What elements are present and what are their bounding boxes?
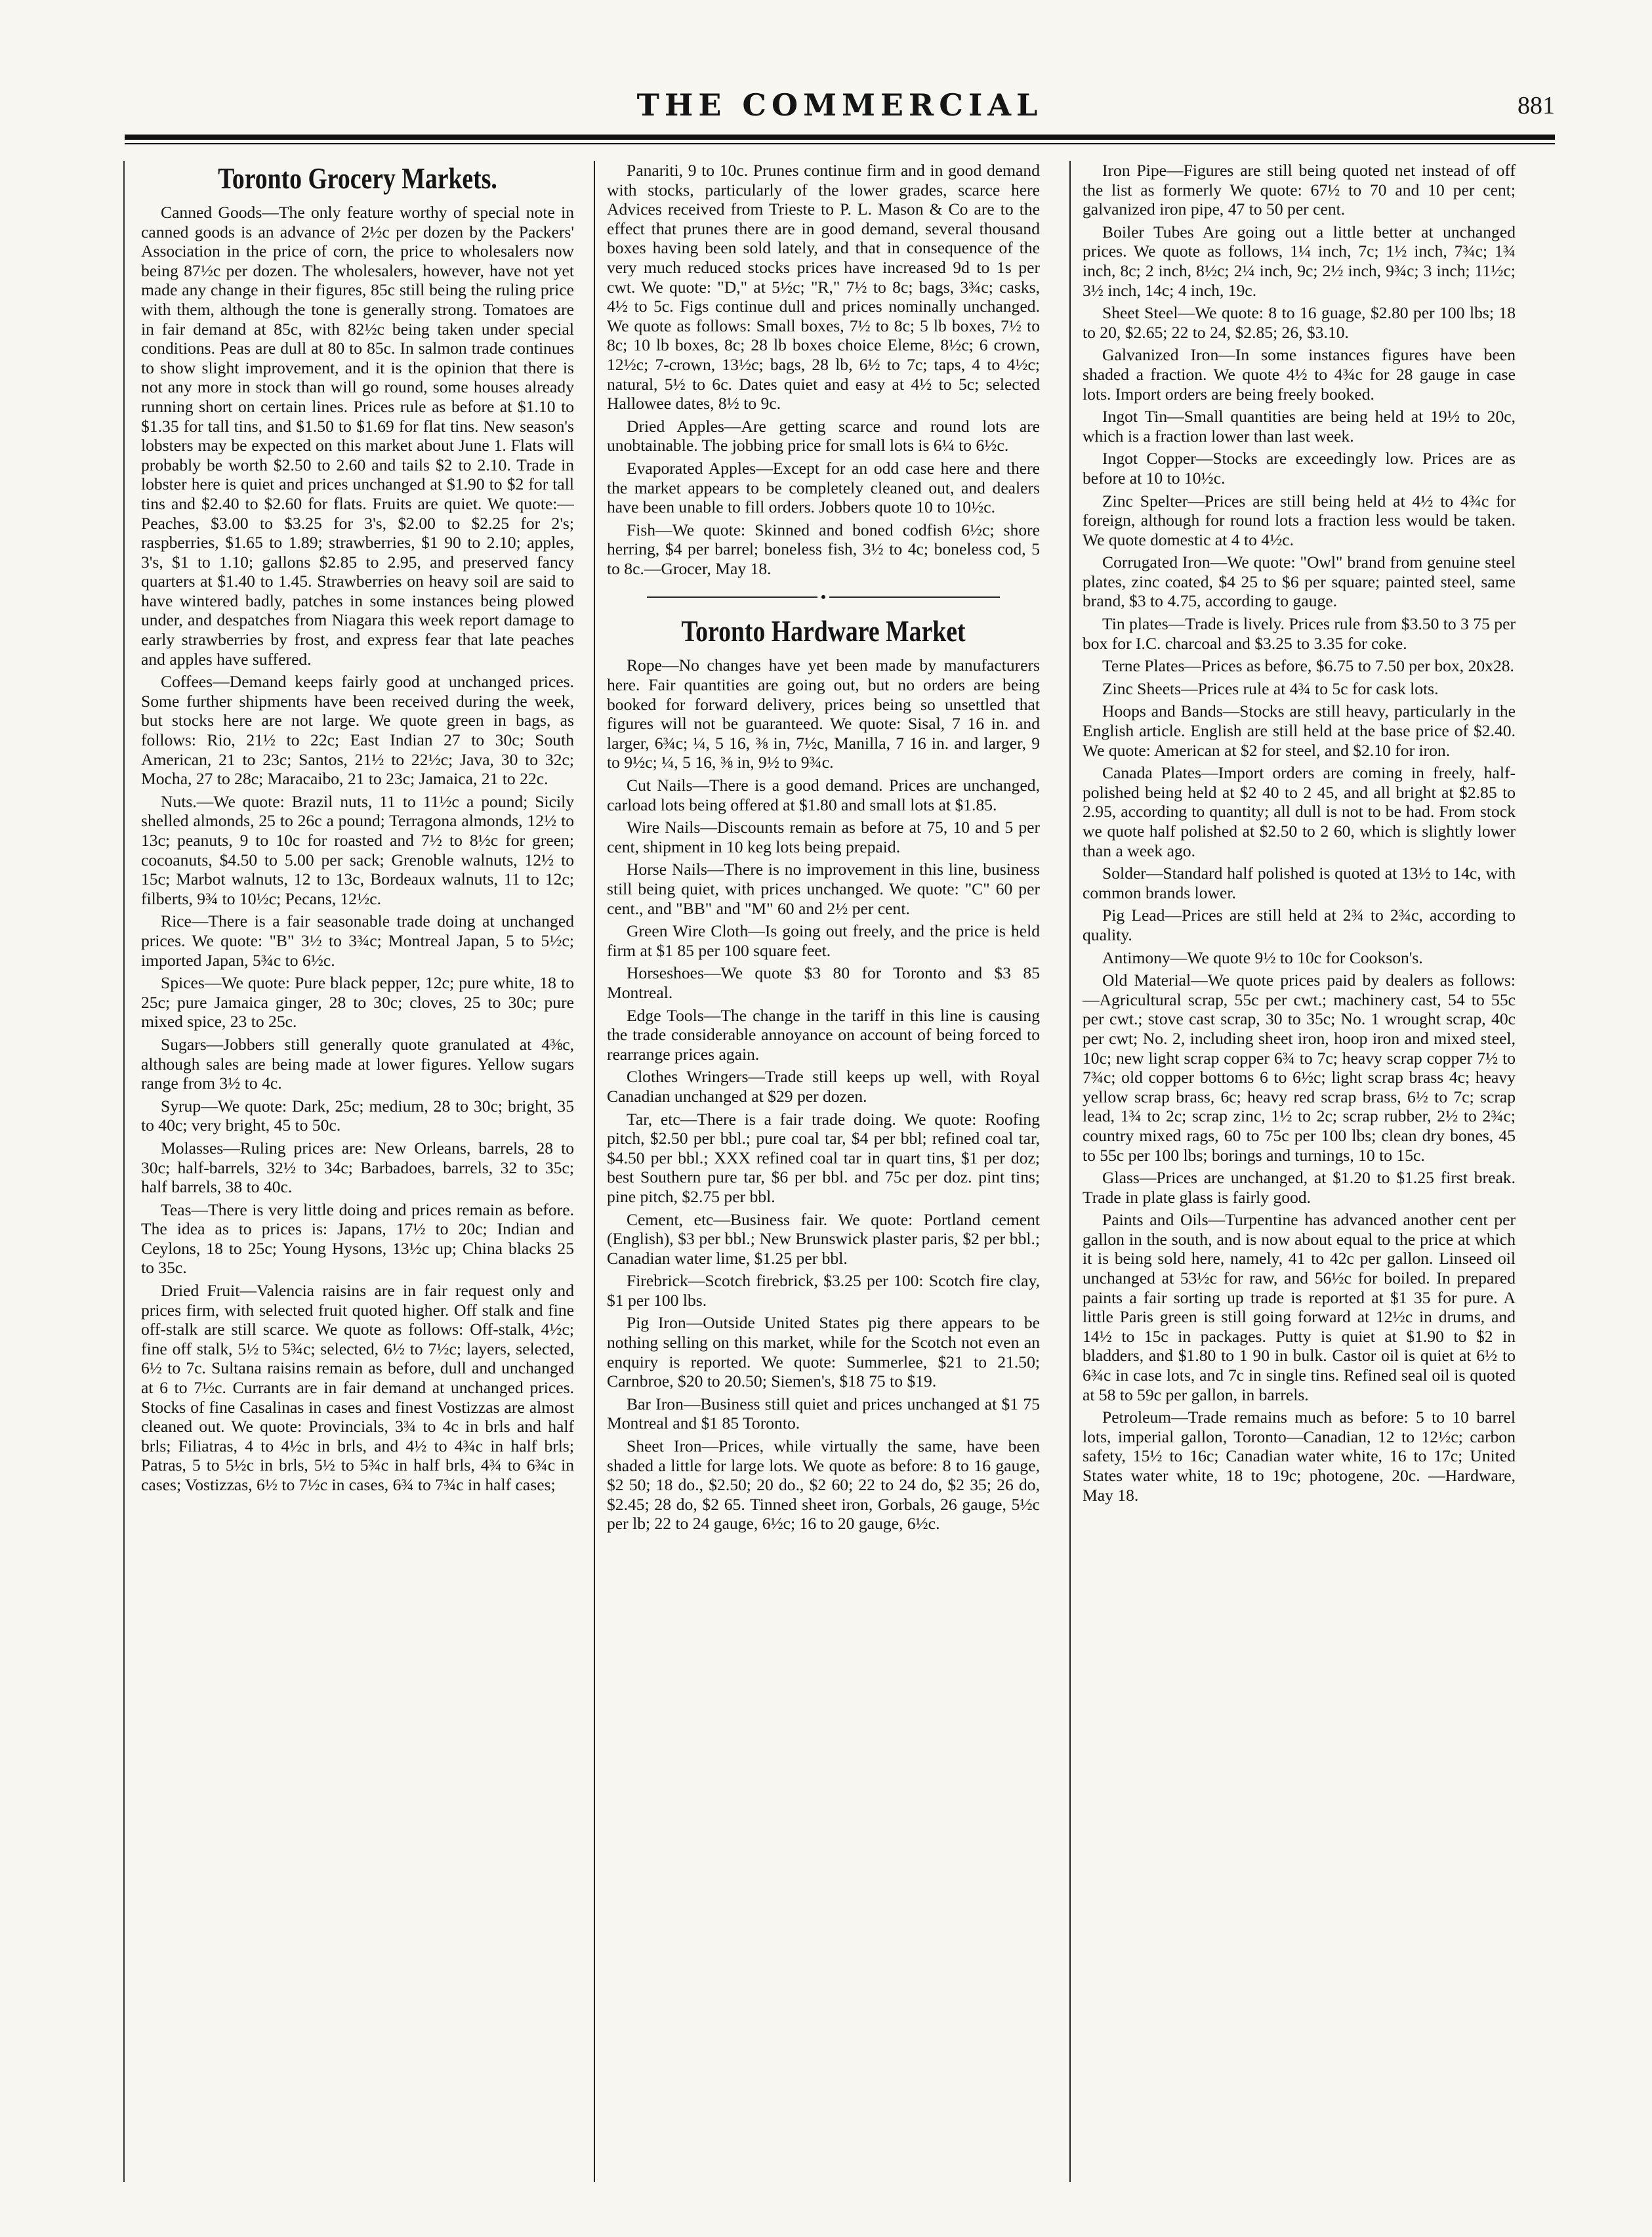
grocery-fish: Fish—We quote: Skinned and boned codfish 6½c; shore herring, $4 per barrel; boneless fish, 3½ to 4c; boneless cod, 5 to 8c.—Grocer, May 18. <box>607 520 1040 578</box>
hardware-clothes-wringers: Clothes Wringers—Trade still keeps up well, with Royal Canadian unchanged at $29 per dozen. <box>607 1067 1040 1106</box>
hardware-title: Toronto Hardware Market <box>681 614 966 648</box>
grocery-syrup: Syrup—We quote: Dark, 25c; medium, 28 to 30c; bright, 35 to 40c; very bright, 45 to 50c. <box>141 1096 574 1135</box>
hardware-petroleum: Petroleum—Trade remains much as before: 5 to 10 barrel lots, imperial gallon, Toronto—Canadian, 12 to 12½c; carbon safety, 15½ to 16c; Canadian water white, 16 to 17c; United States water white, 18 to 19c; photogene, 20c. —Hardware, May 18. <box>1083 1408 1516 1505</box>
hardware-sheet-steel: Sheet Steel—We quote: 8 to 16 guage, $2.80 per 100 lbs; 18 to 20, $2.65; 22 to 24, $2.85; 26, $3.10. <box>1083 303 1516 342</box>
hardware-wire-nails: Wire Nails—Discounts remain as before at 75, 10 and 5 per cent, shipment in 10 keg lots being prepaid. <box>607 818 1040 856</box>
hardware-pig-iron: Pig Iron—Outside United States pig there appears to be nothing selling on this market, while for the Scotch not even an enquiry is reported. We quote: Summerlee, $21 to 21.50; Carnbroe, $20 to 20.50; Siemen's, $18 75 to $19. <box>607 1313 1040 1391</box>
hardware-tin-plates: Tin plates—Trade is lively. Prices rule from $3.50 to 3 75 per box for I.C. charcoal and $3.25 to 3.35 for coke. <box>1083 614 1516 653</box>
column-middle <box>607 161 1040 2182</box>
hardware-canada-plates: Canada Plates—Import orders are coming in freely, half-polished being held at $2 40 to 2 45, and all bright at $2.85 to 2.95, according to quantity; all dull is not to be had. From stock we quote half polished at $2.50 to 2 60, which is slightly lower than a week ago. <box>1083 763 1516 860</box>
hardware-antimony: Antimony—We quote 9½ to 10c for Cookson's. <box>1102 948 1423 967</box>
grocery-nuts: Nuts.—We quote: Brazil nuts, 11 to 11½c a pound; Sicily shelled almonds, 25 to 26c a pound; Terragona almonds, 12½ to 13c; peanuts, 9 to 10c for roasted and 7½ to 8½c for green; cocoanuts, $4.50 to 5.00 per sack; Grenoble walnuts, 12½ to 15c; Marbot walnuts, 12 to 13c, Bordeaux walnuts, 11 to 12c; filberts, 9¾ to 10½c; Pecans, 12½c. <box>141 791 574 908</box>
hardware-zinc-sheets: Zinc Sheets—Prices rule at 4¾ to 5c for cask lots. <box>1102 679 1439 698</box>
grocery-spices: Spices—We quote: Pure black pepper, 12c; pure white, 18 to 25c; pure Jamaica ginger, 28 to 30c; cloves, 25 to 30c; pure mixed spice, 23 to 25c. <box>141 973 574 1032</box>
hardware-bar-iron: Bar Iron—Business still quiet and prices unchanged at $1 75 Montreal and $1 85 Toronto. <box>607 1394 1040 1433</box>
hardware-iron-pipe: Iron Pipe—Figures are still being quoted net instead of off the list as formerly We quote: 67½ to 70 and 10 per cent; galvanized iron pipe, 47 to 50 per cent. <box>1083 161 1516 219</box>
hardware-firebrick: Firebrick—Scotch firebrick, $3.25 per 100: Scotch fire clay, $1 per 100 lbs. <box>607 1271 1040 1310</box>
masthead: THE COMMERCIAL <box>636 87 1043 123</box>
grocery-molasses: Molasses—Ruling prices are: New Orleans, barrels, 28 to 30c; half-barrels, 32½ to 34c; Barbadoes, barrels, 32 to 35c; half barrels, 38 to 40c. <box>141 1138 574 1197</box>
hardware-solder: Solder—Standard half polished is quoted at 13½ to 14c, with common brands lower. <box>1083 864 1516 902</box>
grocery-rice: Rice—There is a fair seasonable trade doing at unchanged prices. We quote: "B" 3½ to 3¾c; Montreal Japan, 5 to 5½c; imported Japan, 5¾c to 6½c. <box>141 911 574 970</box>
section-divider <box>607 590 1040 604</box>
hardware-hoops-bands: Hoops and Bands—Stocks are still heavy, particularly in the English article. English are still held at the base price of $2.40. We quote: American at $2 for steel, and $2.10 for iron. <box>1083 701 1516 760</box>
hardware-ingot-copper: Ingot Copper—Stocks are exceedingly low. Prices are as before at 10 to 10½c. <box>1083 449 1516 488</box>
grocery-dried-apples: Dried Apples—Are getting scarce and round lots are unobtainable. The jobbing price for small lots is 6¼ to 6½c. <box>607 416 1040 455</box>
hardware-boiler-tubes: Boiler Tubes Are going out a little better at unchanged prices. We quote as follows, 1¼ inch, 7c; 1½ inch, 7¾c; 1¾ inch, 8c; 2 inch, 8½c; 2¼ inch, 9c; 2½ inch, 9¾c; 3 inch; 11½c; 3½ inch, 14c; 4 inch, 19c. <box>1083 222 1516 300</box>
column-left <box>141 161 574 2182</box>
hardware-terne-plates: Terne Plates—Prices as before, $6.75 to 7.50 per box, 20x28. <box>1102 656 1514 676</box>
hardware-paints-oils: Paints and Oils—Turpentine has advanced another cent per gallon in the south, and is now about equal to the price at which it is being sold here, namely, 41 to 42c per gallon. Linseed oil unchanged at 53½c for raw, and 56½c for boiled. In prepared paints a fair sorting up trade is reported at $1 35 for pure. A little Paris green is still going forward at 12½c in drums, and 14½ to 15c in packages. Putty is quiet at $1.90 to $2 in bladders, and $1.80 to 1 90 in bulk. Castor oil is quiet at 6½ to 6¾c in case lots, and 7c in single tins. Refined seal oil is quoted at 58 to 59c per gallon, in barrels. <box>1083 1210 1516 1404</box>
hardware-cement: Cement, etc—Business fair. We quote: Portland cement (English), $3 per bbl.; New Brunswick plaster paris, $2 per bbl.; Canadian water lime, $1.25 per bbl. <box>607 1209 1040 1268</box>
header-rule <box>125 135 1555 140</box>
grocery-evaporated-apples: Evaporated Apples—Except for an odd case here and there the market appears to be completely cleaned out, and dealers have been unable to fill orders. Jobbers quote 10 to 10½c. <box>607 458 1040 517</box>
column-rule-2 <box>1069 161 1071 2182</box>
hardware-glass: Glass—Prices are unchanged, at $1.20 to $1.25 first break. Trade in plate glass is fairly good. <box>1083 1168 1516 1207</box>
hardware-sheet-iron: Sheet Iron—Prices, while virtually the same, have been shaded a little for large lots. We quote as before: 8 to 16 gauge, $2 50; 18 do., $2.50; 20 do., $2 60; 22 to 24 do, $2 35; 26 do, $2.45; 28 do, $2 65. Tinned sheet iron, Gorbals, 26 gauge, 5½c per lb; 22 to 24 gauge, 6½c; 16 to 20 gauge, 6½c. <box>607 1436 1040 1534</box>
grocery-coffees: Coffees—Demand keeps fairly good at unchanged prices. Some further shipments have been received during the week, but stocks here are not large. We quote green in bags, as follows: Rio, 21½ to 22c; East Indian 27 to 30c; South American, 21 to 23c; Santos, 21½ to 22½c; Java, 30 to 32c; Mocha, 27 to 28c; Maracaibo, 21 to 23c; Jamaica, 21 to 22c. <box>141 672 574 789</box>
hardware-ingot-tin: Ingot Tin—Small quantities are being held at 19½ to 20c, which is a fraction lower than last week. <box>1083 407 1516 446</box>
hardware-horse-nails: Horse Nails—There is no improvement in this line, business still being quiet, with prices unchanged. We quote: "C" 60 per cent., and "BB" and "M" 60 and 2½ per cent. <box>607 860 1040 918</box>
divider-ornament: • <box>821 589 826 606</box>
hardware-pig-lead: Pig Lead—Prices are still held at 2¾ to 2¾c, according to quality. <box>1083 906 1516 944</box>
grocery-title: Toronto Grocery Markets. <box>218 161 497 195</box>
grocery-sugars: Sugars—Jobbers still generally quote granulated at 4⅜c, although sales are being made at lower figures. Yellow sugars range from 3½ to 4c. <box>141 1034 574 1093</box>
column-right <box>1083 161 1516 2182</box>
column-rule-1 <box>594 161 595 2182</box>
hardware-galvanized-iron: Galvanized Iron—In some instances figures have been shaded a fraction. We quote 4½ to 4¾c for 28 gauge in case lots. Import orders are being freely booked. <box>1083 345 1516 404</box>
hardware-old-material: Old Material—We quote prices paid by dealers as follows: —Agricultural scrap, 55c per cwt.; machinery cast, 54 to 55c per cwt.; stove cast scrap, 30 to 35c; No. 1 wrought scrap, 40c per cwt; No. 2, including sheet iron, hoop iron and mixed steel, 10c; new light scrap copper 6¾ to 7c; heavy scrap copper 7½ to 7¾c; old copper bottoms 6 to 6½c; light scrap brass 4c; heavy yellow scrap brass, 6c; heavy red scrap brass, 6½ to 7c; scrap lead, 1¾ to 2c; scrap zinc, 1½ to 2c; scrap rubber, 2½ to 2¾c; country mixed rags, 60 to 75c per 100 lbs; clean dry bones, 45 to 55c per 100 lbs; borings and turnings, 10 to 15c. <box>1083 971 1516 1165</box>
hardware-corrugated-iron: Corrugated Iron—We quote: "Owl" brand from genuine steel plates, zinc coated, $4 25 to $6 per square; painted steel, same brand, $3 to 4.75, according to gauge. <box>1083 553 1516 611</box>
hardware-green-wire-cloth: Green Wire Cloth—Is going out freely, and the price is held firm at $1 85 per 100 square feet. <box>607 921 1040 960</box>
left-margin-rule <box>123 161 125 2182</box>
hardware-tar: Tar, etc—There is a fair trade doing. We quote: Roofing pitch, $2.50 per bbl.; pure coal tar, $4 per bbl; refined coal tar, $4.50 per bbl.; XXX refined coal tar in quart tins, $1 per doz; best Southern pure tar, $6 per bbl. and 75c per doz. pint tins; pine pitch, $2.75 per bbl. <box>607 1109 1040 1206</box>
grocery-teas: Teas—There is very little doing and prices remain as before. The idea as to prices is: Japans, 17½ to 20c; Indian and Ceylons, 18 to 25c; Young Hysons, 13½c up; China blacks 25 to 35c. <box>141 1200 574 1278</box>
header-rule-thin <box>125 143 1555 144</box>
hardware-zinc-spelter: Zinc Spelter—Prices are still being held at 4½ to 4¾c for foreign, although for round lots a fraction less would be taken. We quote domestic at 4 to 4½c. <box>1083 491 1516 549</box>
hardware-edge-tools: Edge Tools—The change in the tariff in this line is causing the trade considerable annoyance on account of being forced to rearrange prices again. <box>607 1005 1040 1064</box>
grocery-prunes-figs: Panariti, 9 to 10c. Prunes continue firm and in good demand with stocks, particularly of the lower grades, scarce here Advices received from Trieste to P. L. Mason & Co are to the effect that prunes there are in good demand, several thousand boxes having been sold lately, and that in consequence of the very much reduced stocks prices have increased 9d to 1s per cwt. We quote: "D," at 5½c; "R," 7½ to 8c; bags, 3¾c; casks, 4½ to 5c. Figs continue dull and prices nominally unchanged. We quote as follows: Small boxes, 7½ to 8c; 5 lb boxes, 7½ to 8c; 10 lb boxes, 8c; 28 lb boxes choice Eleme, 8½c; 6 crown, 12½c; 7-crown, 13½c; bags, 28 lb, 6½ to 7c; taps, 4 to 4½c; natural, 5½ to 6c. Dates quiet and easy at 4½ to 5c; selected Hallowee dates, 8½ to 9c. <box>607 161 1040 413</box>
grocery-canned-goods: Canned Goods—The only feature worthy of special note in canned goods is an advance of 2½c per dozen by the Packers' Association in the price of corn, the price to wholesalers now being 87½c per dozen. The wholesalers, however, have not yet made any change in their figures, 85c still being the ruling price with them, although the tone is generally strong. Tomatoes are in fair demand at 85c, with 82½c being taken under special conditions. Peas are dull at 80 to 85c. In salmon trade continues to show slight improvement, and it is the opinion that there is not any more in stock than will go round, some houses already running short on certain lines. Prices rule as before at $1.10 to $1.35 for tall tins, and $1.50 to $1.69 for flat tins. New season's lobsters may be expected on this market about June 1. Flats will probably be worth $2.50 to 2.60 and tails $2 to 2.10. Trade in lobster here is quiet and prices unchanged at $1.90 to $2 for tall tins and $2.40 to $2.60 for flats. Fruits are quiet. We quote:—Peaches, $3.00 to $3.25 for 3's, $2.00 to $2.25 for 2's; raspberries, $1.65 to 1.89; strawberries, $1 90 to 2.10; apples, 3's, $1 to 1.10; gallons $2.85 to 2.95, and preserved fancy quarters at $1.40 to 1.45. Strawberries on heavy soil are said to have wintered badly, patches in some instances being plowed under, and despatches from Niagara this week report damage to early strawberries by frost, and express fear that late peaches and apples have suffered. <box>141 203 574 669</box>
page-number: 881 <box>1518 92 1555 119</box>
hardware-rope: Rope—No changes have yet been made by manufacturers here. Fair quantities are going out, but no orders are being booked for forward delivery, prices being so unsettled that figures will not be guaranteed. We quote: Sisal, 7 16 in. and larger, 6¾c; ¼, 5 16, ⅜ in, 7½c, Manilla, 7 16 in. and larger, 9 to 9½c; ¼, 5 16, ⅜ in, 9½ to 9¾c. <box>607 656 1040 772</box>
grocery-dried-fruit: Dried Fruit—Valencia raisins are in fair request only and prices firm, with selected fruit quoted higher. Off stalk and fine off-stalk are still scarce. We quote as follows: Off-stalk, 4½c; fine off stalk, 5½ to 5¾c; selected, 6½ to 7½c; layers, selected, 6½ to 7c. Sultana raisins remain as before, dull and unchanged at 6 to 7½c. Currants are in fair demand at unchanged prices. Stocks of fine Casalinas in cases and finest Vostizzas are almost cleaned out. We quote: Provincials, 3¾ to 4c in brls and half brls; Filiatras, 4 to 4½c in brls, and 4½ to 4¾c in half brls; Patras, 5 to 5½c in brls, 5½ to 5¾c in half brls, 4¾ to 6¾c in cases; Vostizzas, 6½ to 7½c in cases, 6¾ to 7¾c in half cases; <box>141 1281 574 1494</box>
hardware-horseshoes: Horseshoes—We quote $3 80 for Toronto and $3 85 Montreal. <box>607 963 1040 1002</box>
hardware-cut-nails: Cut Nails—There is a good demand. Prices are unchanged, carload lots being offered at $1.80 and small lots at $1.85. <box>607 776 1040 814</box>
